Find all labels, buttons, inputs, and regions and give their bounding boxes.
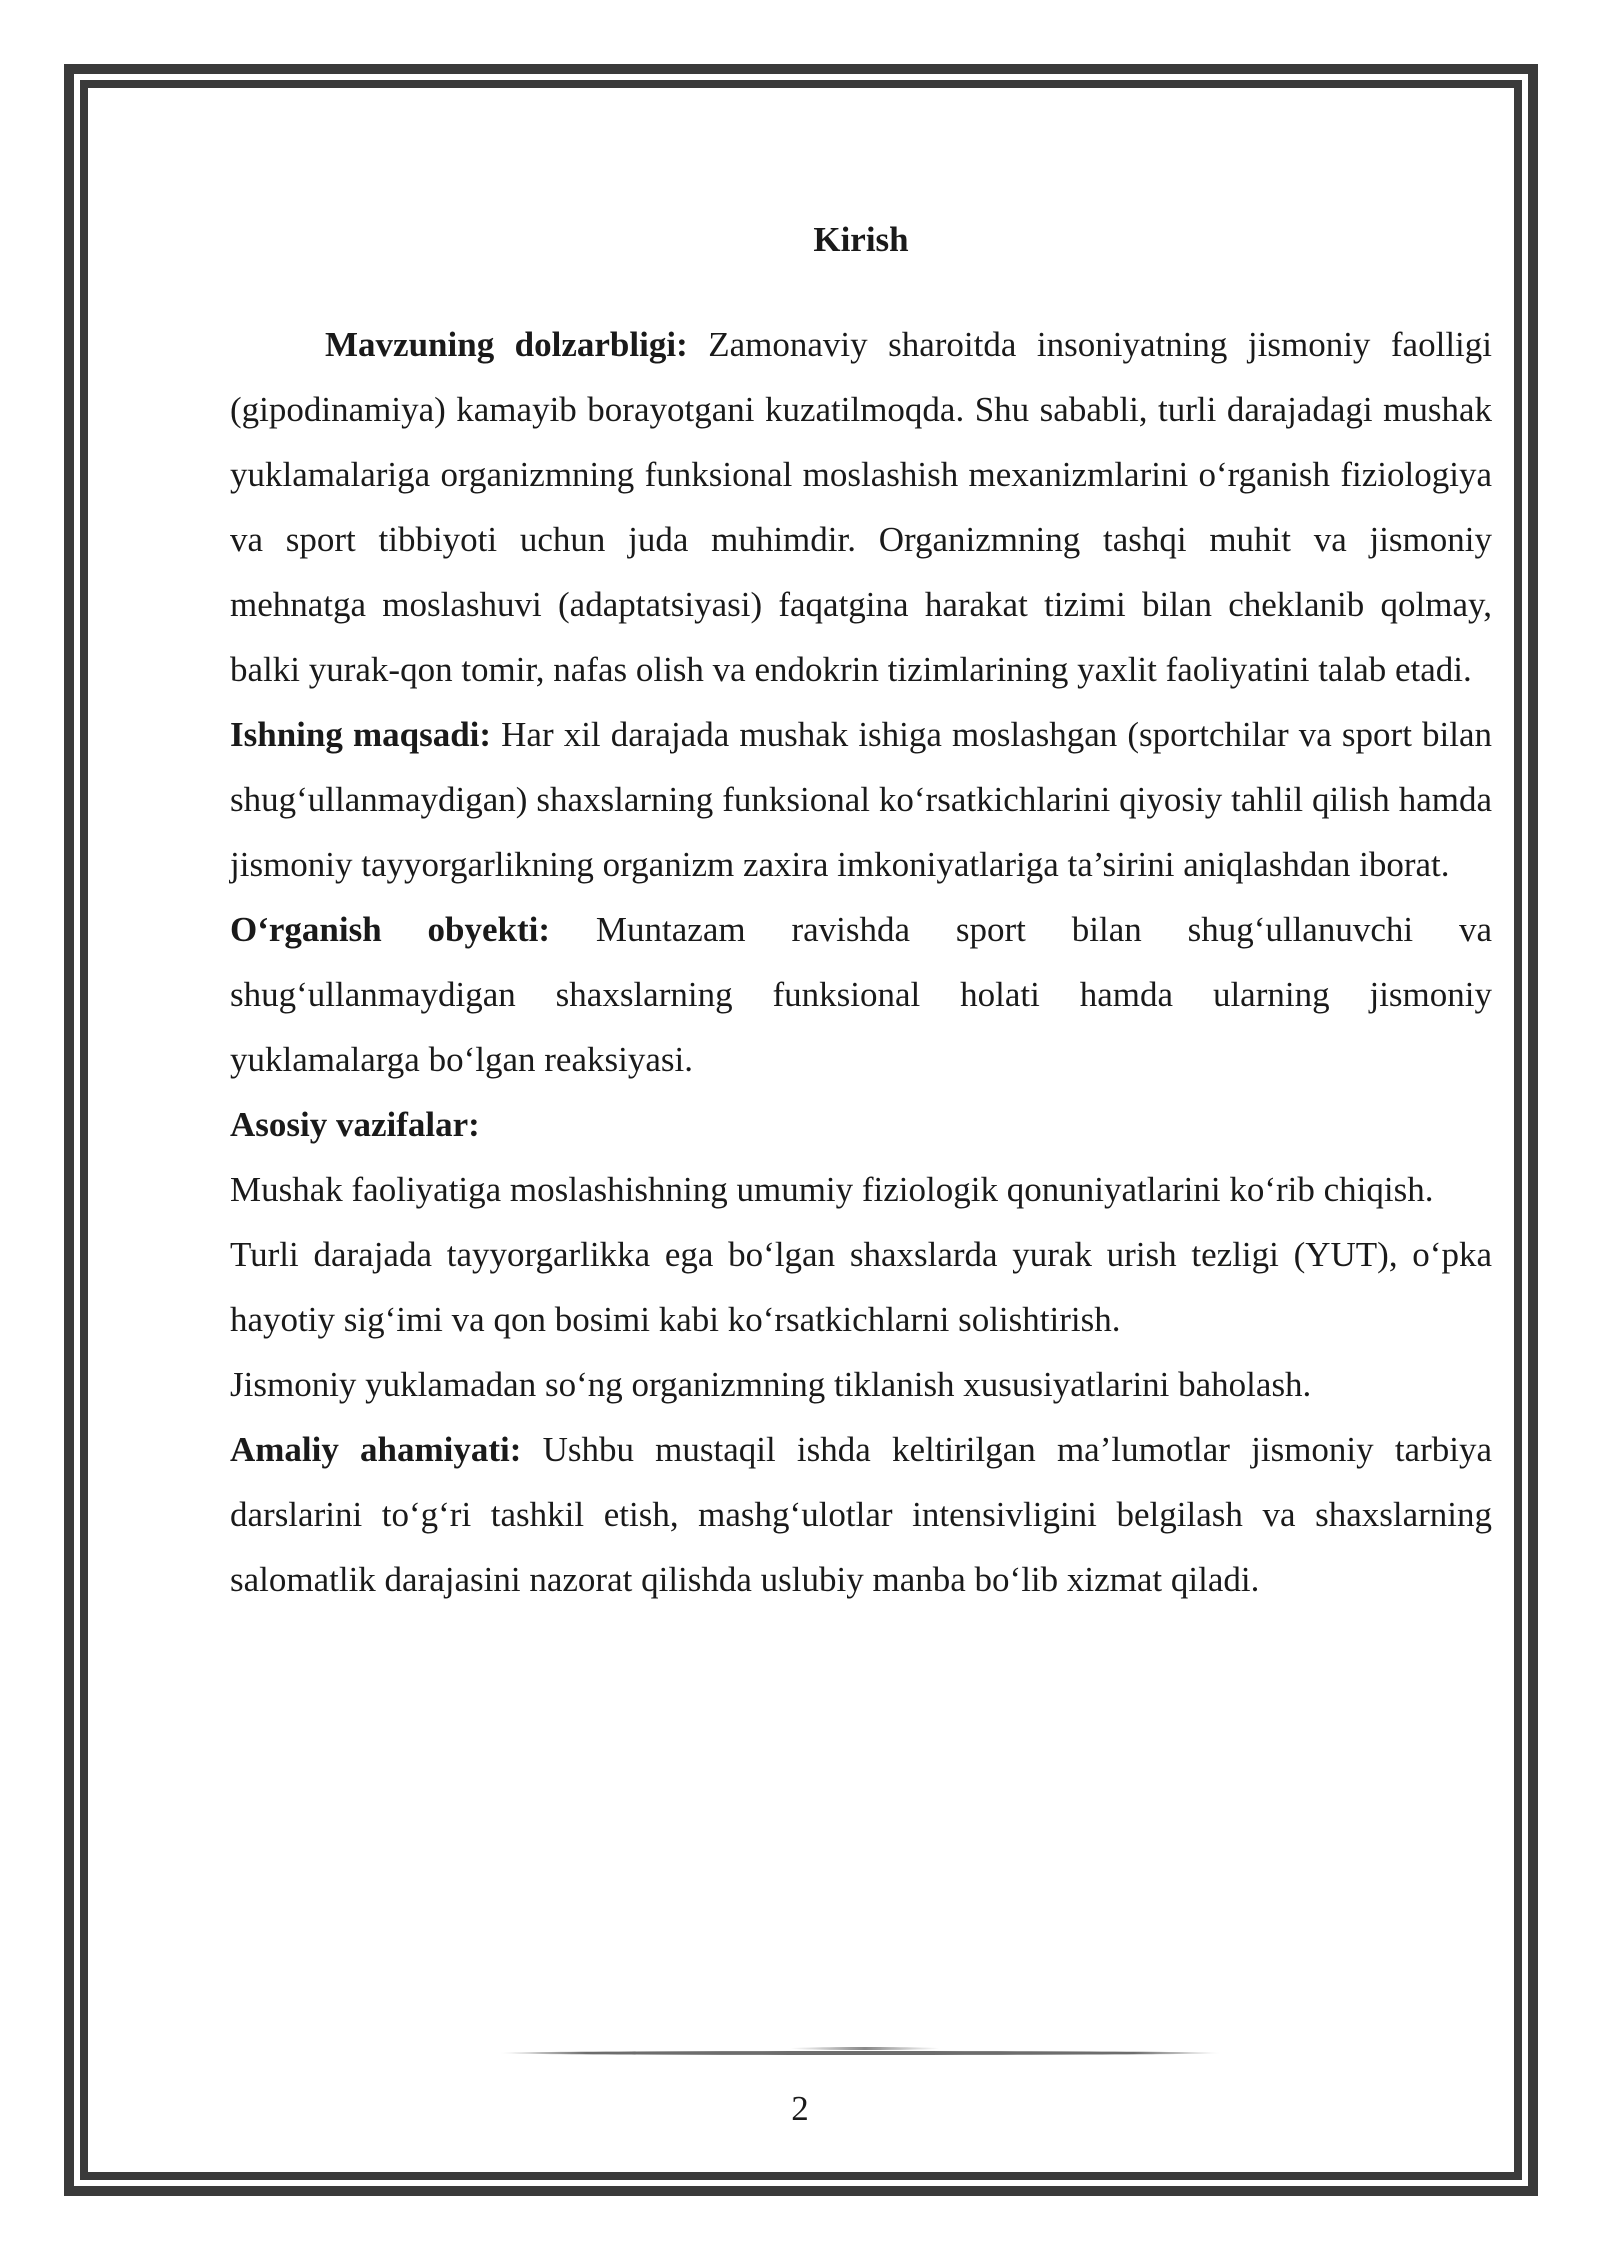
paragraph-significance xyxy=(230,1417,1492,1612)
paragraph-relevance xyxy=(230,312,1492,702)
footer-divider-highlight xyxy=(790,2047,940,2050)
significance-text: Ushbu mustaqil ishda keltirilgan ma’lumotlar jismoniy tarbiya darslarini to‘g‘ri tashkil etish, mashg‘ulotlar intensivligini belgilash va shaxslarning salomatlik darajasini nazorat qilishda uslubiy manba bo‘lib xizmat qiladi. xyxy=(230,1430,1492,1599)
page-content xyxy=(230,212,1492,1612)
page-number: 2 xyxy=(791,2089,809,2128)
footer-divider xyxy=(500,2051,1220,2055)
task-item-1: Mushak faoliyatiga moslashishning umumiy fiziologik qonuniyatlarini ko‘rib chiqish. xyxy=(230,1170,1434,1209)
page-title: Kirish xyxy=(813,220,909,259)
task-item-3: Jismoniy yuklamadan so‘ng organizmning tiklanish xususiyatlarini baholash. xyxy=(230,1365,1312,1404)
object-text: Muntazam ravishda sport bilan shug‘ullanuvchi va shug‘ullanmaydigan shaxslarning funksional holati hamda ularning jismoniy yuklamalarga bo‘lgan reaksiyasi. xyxy=(230,910,1492,1079)
tasks-label: Asosiy vazifalar: xyxy=(230,1105,480,1144)
relevance-label: Mavzuning dolzarbligi: xyxy=(325,325,688,364)
paragraph-goal xyxy=(230,702,1492,897)
tasks-heading xyxy=(230,1092,1492,1157)
significance-label: Amaliy ahamiyati: xyxy=(230,1430,522,1469)
goal-label: Ishning maqsadi: xyxy=(230,715,492,754)
goal-text: Har xil darajada mushak ishiga moslashgan (sportchilar va sport bilan shug‘ullanmaydigan) shaxslarning funksional ko‘rsatkichlarini qiyosiy tahlil qilish hamda jismoniy tayyorgarlikning organizm zaxira imkoniyatlariga ta’sirini aniqlashdan iborat. xyxy=(230,715,1492,884)
paragraph-object xyxy=(230,897,1492,1092)
task-item-2: Turli darajada tayyorgarlikka ega bo‘lgan shaxslarda yurak urish tezligi (YUT), o‘pka hayotiy sig‘imi va qon bosimi kabi ko‘rsatkichlarni solishtirish. xyxy=(230,1235,1492,1339)
relevance-text: Zamonaviy sharoitda insoniyatning jismoniy faolligi (gipodinamiya) kamayib borayotgani kuzatilmoqda. Shu sababli, turli darajadagi mushak yuklamalariga organizmning funksional moslashish mexanizmlarini o‘rganish fiziologiya va sport tibbiyoti uchun juda muhimdir. Organizmning tashqi muhit va jismoniy mehnatga moslashuvi (adaptatsiyasi) faqatgina harakat tizimi bilan cheklanib qolmay, balki yurak-qon tomir, nafas olish va endokrin tizimlarining yaxlit faoliyatini talab etadi. xyxy=(230,325,1492,689)
object-label: O‘rganish obyekti: xyxy=(230,910,551,949)
